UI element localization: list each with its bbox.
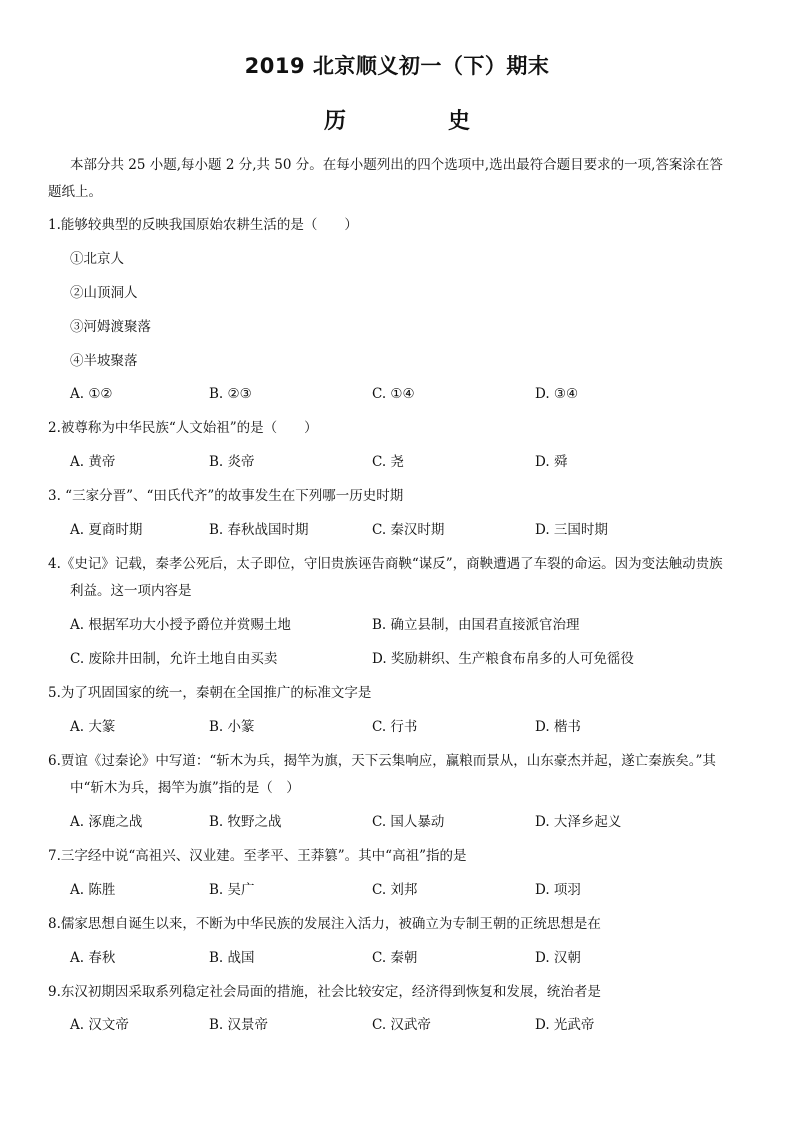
question-1-option-a: A. ①② xyxy=(70,386,113,402)
question-2-option-c: C. 尧 xyxy=(372,454,404,470)
subject-title: 历 史 xyxy=(323,109,510,134)
question-2-option-d: D. 舜 xyxy=(535,454,568,470)
question-3-option-c: C. 秦汉时期 xyxy=(372,522,445,538)
question-5-option-a: A. 大篆 xyxy=(70,719,116,735)
question-1-item-4: ④半坡聚落 xyxy=(70,353,138,369)
question-3-option-b: B. 春秋战国时期 xyxy=(209,522,309,538)
question-3-stem: 3. “三家分晋”、“田氏代齐”的故事发生在下列哪一历史时期 xyxy=(48,488,404,504)
question-6-stem-line-2: 中“斩木为兵，揭竿为旗”指的是（ ） xyxy=(70,780,300,796)
question-2-option-b: B. 炎帝 xyxy=(209,454,255,470)
question-5-option-b: B. 小篆 xyxy=(209,719,255,735)
question-6-option-c: C. 国人暴动 xyxy=(372,814,445,830)
question-1-item-1: ①北京人 xyxy=(70,251,124,267)
question-7-option-c: C. 刘邦 xyxy=(372,882,418,898)
question-6-option-d: D. 大泽乡起义 xyxy=(535,814,622,830)
question-1-item-3: ③河姆渡聚落 xyxy=(70,319,151,335)
question-9-option-d: D. 光武帝 xyxy=(535,1017,595,1033)
question-1-option-b: B. ②③ xyxy=(209,386,252,402)
question-3-option-a: A. 夏商时期 xyxy=(70,522,143,538)
question-9-stem: 9.东汉初期因采取系列稳定社会局面的措施，社会比较安定，经济得到恢复和发展，统治者是 xyxy=(48,984,601,1000)
question-4-stem-line-2: 利益。这一项内容是 xyxy=(70,583,192,599)
question-8-option-d: D. 汉朝 xyxy=(535,950,581,966)
question-2-stem: 2.被尊称为中华民族“人文始祖”的是（ ） xyxy=(48,420,318,436)
question-4-option-d: D. 奖励耕织、生产粮食布帛多的人可免徭役 xyxy=(372,651,634,667)
question-9-option-b: B. 汉景帝 xyxy=(209,1017,269,1033)
question-8-option-a: A. 春秋 xyxy=(70,950,116,966)
question-5-stem: 5.为了巩固国家的统一，秦朝在全国推广的标准文字是 xyxy=(48,685,372,701)
question-8-stem: 8.儒家思想自诞生以来，不断为中华民族的发展注入活力，被确立为专制王朝的正统思想是在 xyxy=(48,916,601,932)
question-8-option-b: B. 战国 xyxy=(209,950,255,966)
question-6-option-b: B. 牧野之战 xyxy=(209,814,282,830)
question-6-option-a: A. 涿鹿之战 xyxy=(70,814,143,830)
question-4-option-b: B. 确立县制，由国君直接派官治理 xyxy=(372,617,580,633)
question-6-stem-line-1: 6.贾谊《过秦论》中写道：“斩木为兵，揭竿为旗，天下云集响应，赢粮而景从，山东豪杰并起，遂亡秦族矣。”其 xyxy=(48,753,716,769)
question-2-option-a: A. 黄帝 xyxy=(70,454,116,470)
question-1-option-d: D. ③④ xyxy=(535,386,579,402)
question-1-option-c: C. ①④ xyxy=(372,386,415,402)
question-8-option-c: C. 秦朝 xyxy=(372,950,418,966)
question-1-item-2: ②山顶洞人 xyxy=(70,285,138,301)
question-3-option-d: D. 三国时期 xyxy=(535,522,608,538)
question-5-option-c: C. 行书 xyxy=(372,719,418,735)
question-4-stem-line-1: 4.《史记》记载，秦孝公死后，太子即位，守旧贵族诬告商鞅“谋反”，商鞅遭遇了车裂的命运。因为变法触动贵族 xyxy=(48,556,723,572)
instructions-line-2: 题纸上。 xyxy=(48,184,102,200)
question-9-option-a: A. 汉文帝 xyxy=(70,1017,129,1033)
instructions-line-1: 本部分共 25 小题,每小题 2 分,共 50 分。在每小题列出的四个选项中,选出最符合题目要求的一项,答案涂在答 xyxy=(70,157,723,173)
question-4-option-a: A. 根据军功大小授予爵位并赏赐土地 xyxy=(70,617,291,633)
question-7-option-a: A. 陈胜 xyxy=(70,882,116,898)
question-1-stem: 1.能够较典型的反映我国原始农耕生活的是（ ） xyxy=(48,217,358,233)
question-5-option-d: D. 楷书 xyxy=(535,719,581,735)
exam-title: 2019 北京顺义初一（下）期末 xyxy=(244,54,550,78)
question-7-stem: 7.三字经中说“高祖兴、汉业建。至孝平、王莽篡”。其中“高祖”指的是 xyxy=(48,848,467,864)
question-7-option-d: D. 项羽 xyxy=(535,882,581,898)
question-4-option-c: C. 废除井田制，允许土地自由买卖 xyxy=(70,651,278,667)
question-9-option-c: C. 汉武帝 xyxy=(372,1017,431,1033)
question-7-option-b: B. 吴广 xyxy=(209,882,255,898)
